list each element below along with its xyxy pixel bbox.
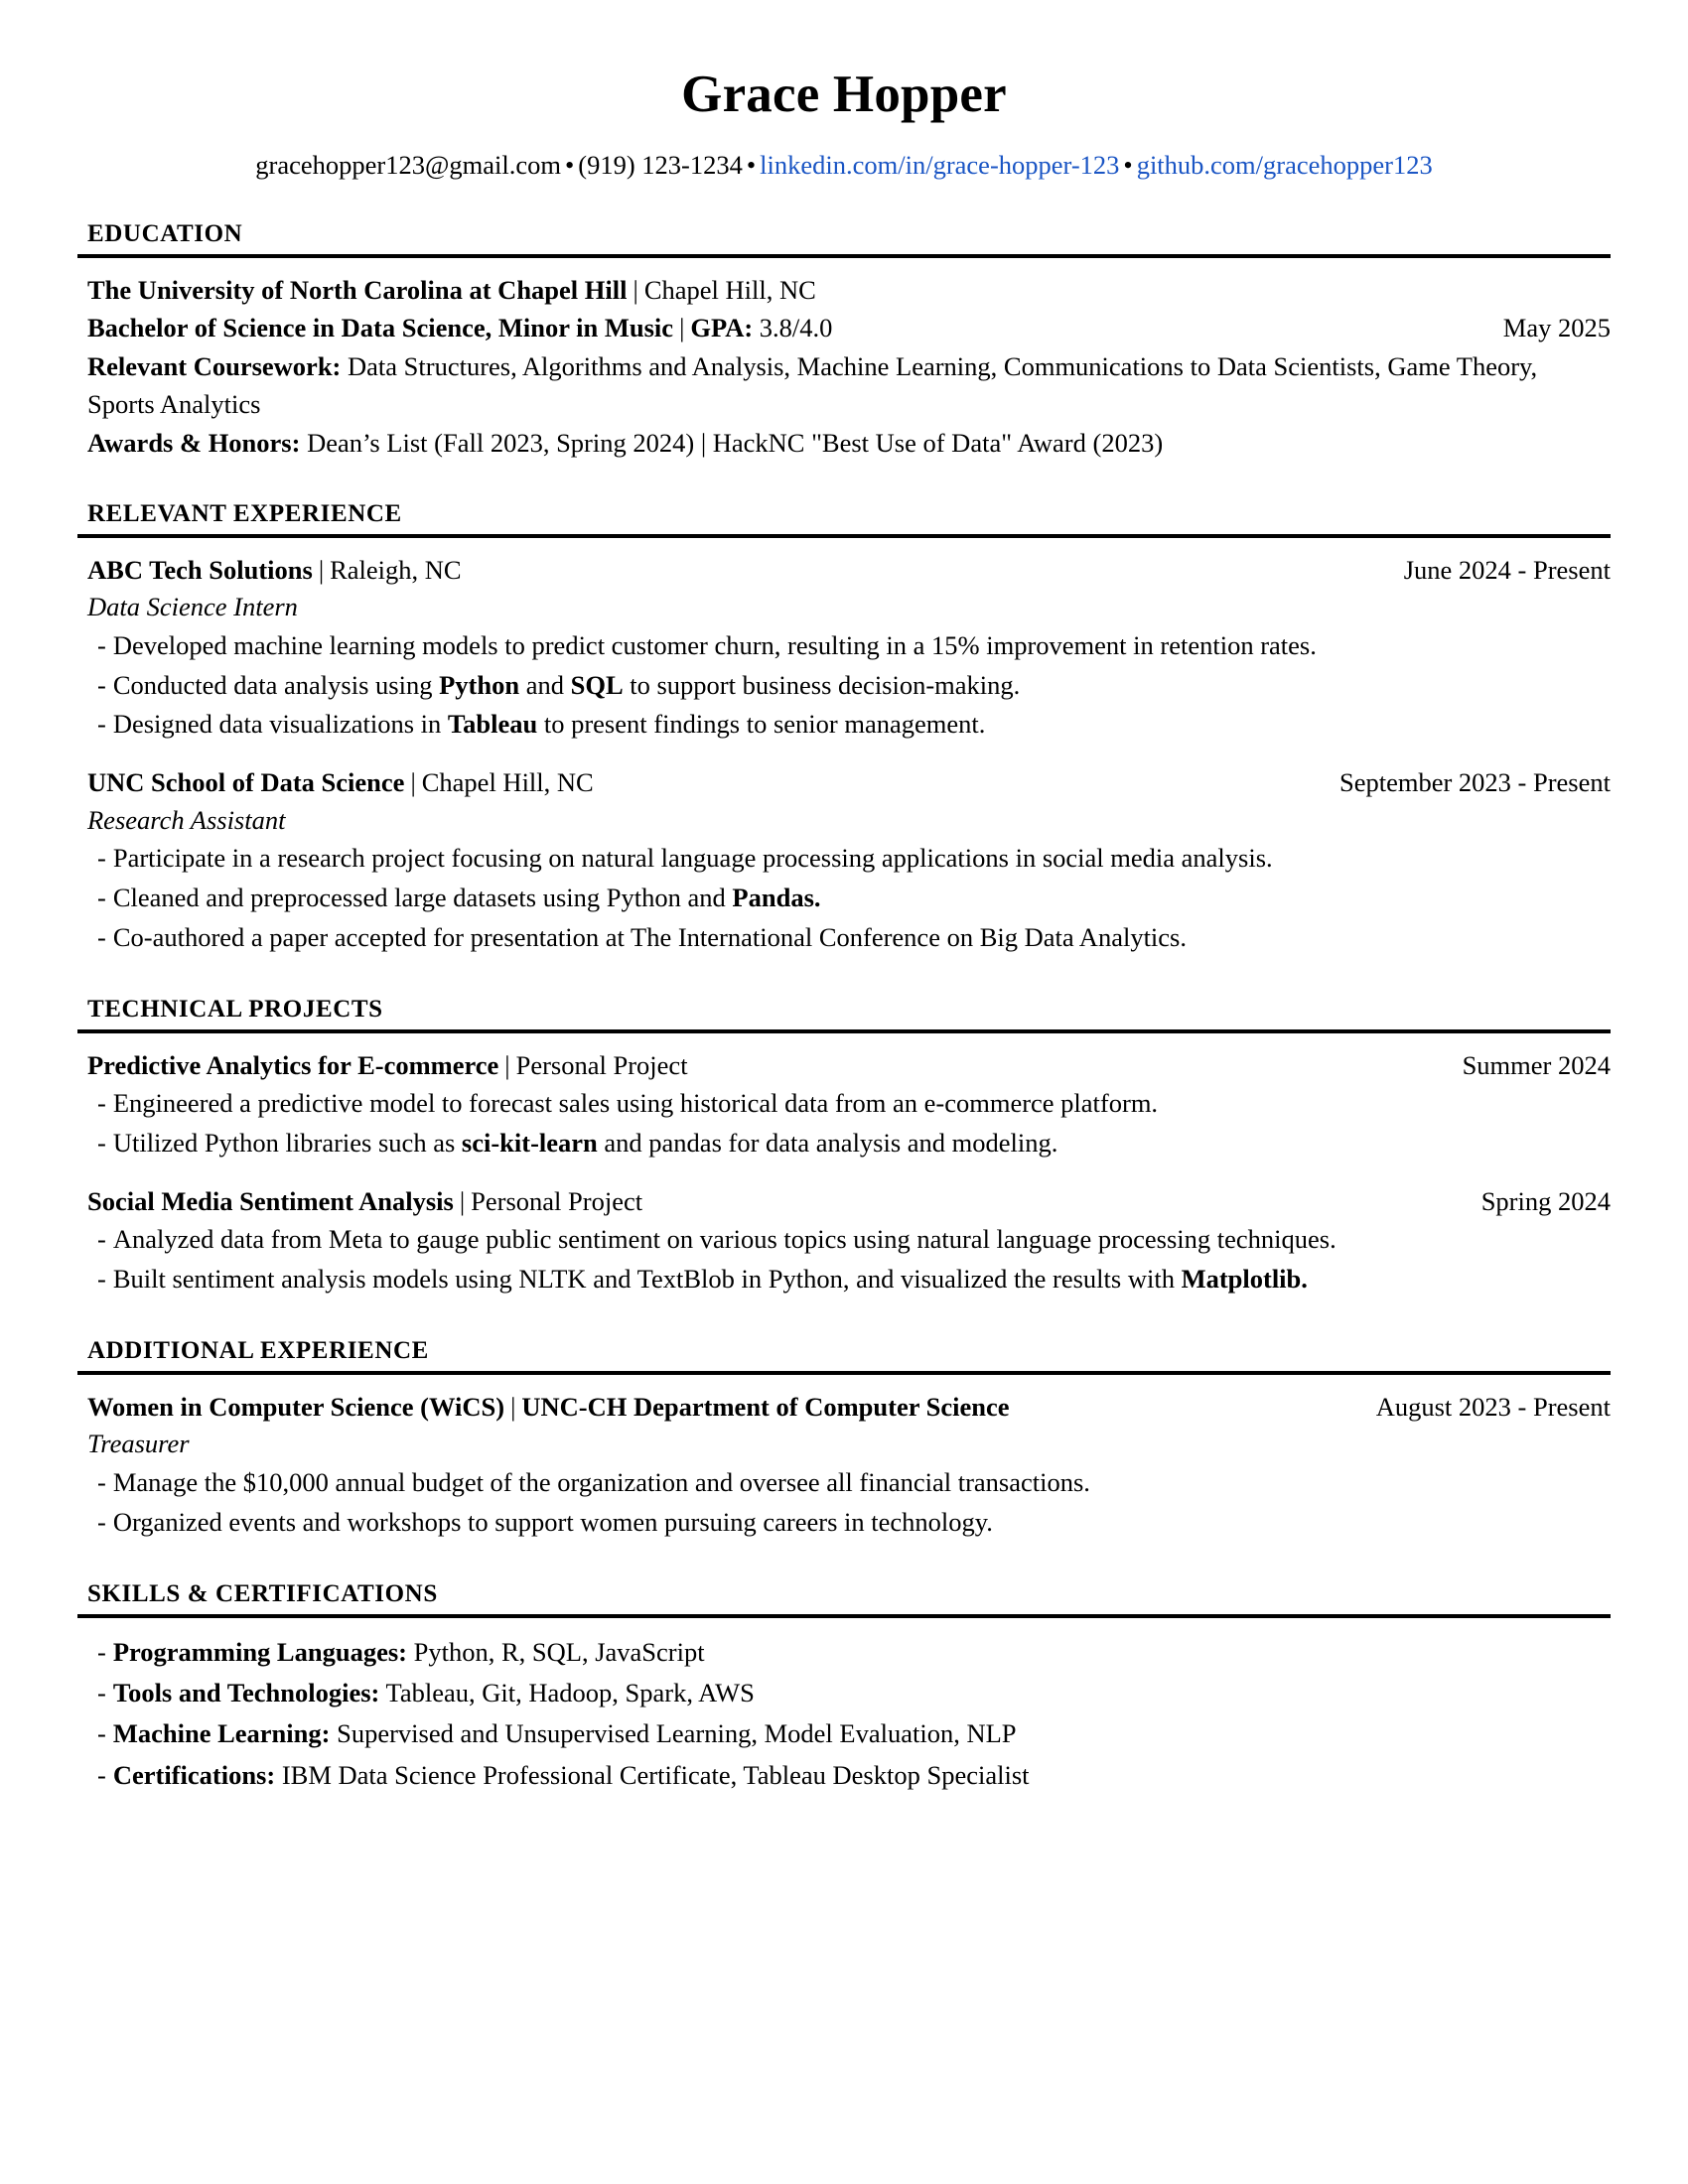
bullet-text: Built sentiment analysis models using NLTK and TextBlob in Python, and visualized the results with [112,1264,1182,1295]
skill-label: Machine Learning: [112,1718,331,1749]
entry-organization: Social Media Sentiment Analysis [87,1185,454,1216]
education-school: The University of North Carolina at Chapel Hill [87,275,628,306]
bullet-keyword: Tableau [447,709,538,740]
bullet-dash-icon: - [97,669,106,700]
pipe-separator-icon: | [410,767,416,798]
education-gpa-value: 3.8/4.0 [759,312,833,342]
skill-value: IBM Data Science Professional Certificate, Tableau Desktop Specialist [275,1759,1030,1790]
bullet-text: to present findings to senior management. [537,709,986,740]
entry-role: Treasurer [87,1429,190,1459]
section-title-education: EDUCATION [87,220,243,248]
skill-label: Programming Languages: [112,1636,407,1667]
entry-date: June 2024 - Present [1403,554,1611,585]
bullet-keyword: Pandas. [732,883,821,913]
section-divider [77,1614,1611,1618]
entry-bullet [97,918,1611,958]
education-awards-value: Dean’s List (Fall 2023, Spring 2024) | HackNC "Best Use of Data" Award (2023) [307,427,1164,458]
bullet-text: Organized events and workshops to support women pursuing careers in technology. [112,1506,993,1537]
bullet-dash-icon: - [97,1636,106,1667]
bullet-dash-icon: - [97,1467,106,1498]
bullet-dash-icon: - [97,1759,106,1790]
bullet-text: Engineered a predictive model to forecast sales using historical data from an e-commerce platform. [112,1088,1159,1119]
section-relevant-experience [77,500,1611,958]
section-title-relevant-experience: RELEVANT EXPERIENCE [87,499,402,527]
entry-location: UNC-CH Department of Computer Science [521,1391,1010,1422]
bullet-dash-icon: - [97,1127,106,1158]
technical-projects-entries [77,1047,1611,1299]
bullet-text: Cleaned and preprocessed large datasets using Python and [112,883,733,913]
experience-entry [77,1389,1611,1543]
bullet-keyword: Python [439,669,520,700]
section-title-additional-experience: ADDITIONAL EXPERIENCE [87,1336,429,1364]
education-awards-row [87,424,1611,463]
entry-bullet [97,839,1611,879]
bullet-keyword: Matplotlib. [1181,1264,1308,1295]
pipe-separator-icon: | [504,1049,510,1080]
entry-location: Personal Project [515,1049,688,1080]
entry-bullet [97,1124,1611,1163]
bullet-text: Developed machine learning models to predict customer churn, resulting in a 15% improvement in retention rates. [112,629,1317,660]
education-awards-label: Awards & Honors: [87,427,301,458]
pipe-separator-icon: | [633,275,638,306]
phone-text: (919) 123-1234 [578,149,743,180]
entry-header-row [87,764,1611,802]
github-link[interactable]: github.com/gracehopper123 [1136,149,1433,180]
skill-row [97,1755,1611,1796]
bullet-dash-icon: - [97,843,106,874]
bullet-dash-icon: - [97,629,106,660]
skill-row [97,1632,1611,1673]
entry-organization: Women in Computer Science (WiCS) [87,1391,505,1422]
entry-location: Personal Project [471,1185,643,1216]
skill-value: Supervised and Unsupervised Learning, Model Evaluation, NLP [330,1718,1017,1749]
section-divider [77,1029,1611,1033]
pipe-separator-icon: | [459,1185,466,1216]
section-education [77,220,1611,462]
entry-organization: UNC School of Data Science [87,767,405,798]
bullet-dash-icon: - [97,1677,106,1707]
bullet-keyword: sci-kit-learn [461,1127,598,1158]
skill-value: Python, R, SQL, JavaScript [407,1636,705,1667]
page-title: Grace Hopper [681,66,1007,123]
entry-bullet [97,705,1611,745]
education-school-row [87,272,1611,310]
section-divider [77,1371,1611,1375]
pipe-separator-icon: | [679,312,685,342]
pipe-separator-icon: | [510,1391,516,1422]
entry-bullet [97,666,1611,706]
entry-header-row [87,552,1611,590]
entry-role: Research Assistant [87,804,286,835]
skill-value: Tableau, Git, Hadoop, Spark, AWS [379,1677,755,1707]
education-coursework-row [87,347,1611,424]
entry-bullet [97,1260,1611,1299]
entry-location: Raleigh, NC [330,554,462,585]
additional-experience-entries [77,1389,1611,1543]
bullet-dash-icon: - [97,1506,106,1537]
entry-header-row [87,1183,1611,1221]
skill-label: Tools and Technologies: [112,1677,380,1707]
bullet-dash-icon: - [97,883,106,913]
bullet-text: Utilized Python libraries such as [112,1127,462,1158]
bullet-text: to support business decision-making. [623,669,1021,700]
section-title-skills-certifications: SKILLS & CERTIFICATIONS [87,1579,438,1607]
section-title-technical-projects: TECHNICAL PROJECTS [87,995,383,1023]
bullet-separator-icon: • [564,149,575,180]
section-additional-experience [77,1337,1611,1543]
experience-entry [77,552,1611,746]
entry-organization: Predictive Analytics for E-commerce [87,1049,499,1080]
bullet-separator-icon: • [746,149,757,180]
bullet-dash-icon: - [97,1264,106,1295]
linkedin-link[interactable]: linkedin.com/in/grace-hopper-123 [760,149,1120,180]
bullet-text: Designed data visualizations in [112,709,448,740]
entry-bullet [97,1503,1611,1543]
bullet-text: Analyzed data from Meta to gauge public sentiment on various topics using natural language processing techniques. [112,1224,1336,1255]
bullet-dash-icon: - [97,1088,106,1119]
entry-role: Data Science Intern [87,592,298,622]
education-location: Chapel Hill, NC [643,275,816,306]
experience-entry [77,764,1611,958]
bullet-text: Conducted data analysis using [112,669,440,700]
bullet-dash-icon: - [97,1718,106,1749]
skill-row [97,1673,1611,1713]
entry-bullet [97,626,1611,666]
pipe-separator-icon: | [318,554,325,585]
education-coursework-value: Data Structures, Algorithms and Analysis, Machine Learning, Communications to Data Scientists, Game Theory, Sports Analytics [87,350,1538,420]
entry-bullet [97,1084,1611,1124]
bullet-text: and [519,669,571,700]
email-text: gracehopper123@gmail.com [255,149,561,180]
entry-date: September 2023 - Present [1338,767,1611,798]
experience-entry [77,1047,1611,1163]
section-divider [77,534,1611,538]
entry-date: Summer 2024 [1462,1049,1611,1080]
section-skills-certifications [77,1580,1611,1796]
entry-date: August 2023 - Present [1375,1391,1611,1422]
education-degree: Bachelor of Science in Data Science, Minor in Music [87,312,674,342]
bullet-dash-icon: - [97,921,106,952]
skill-row [97,1713,1611,1754]
bullet-text: Manage the $10,000 annual budget of the organization and oversee all financial transactions. [112,1467,1090,1498]
entry-header-row [87,1047,1611,1085]
entry-organization: ABC Tech Solutions [87,554,313,585]
education-gpa-label: GPA: [690,312,754,342]
bullet-text: and pandas for data analysis and modeling. [597,1127,1058,1158]
section-divider [77,254,1611,258]
skills-list [77,1632,1611,1796]
education-degree-row [87,310,1611,347]
entry-bullet [97,879,1611,918]
bullet-text: Participate in a research project focusing on natural language processing applications in social media analysis. [112,843,1273,874]
bullet-text: Co-authored a paper accepted for presentation at The International Conference on Big Data Analytics. [112,921,1187,952]
bullet-keyword: SQL [570,669,624,700]
experience-entry [77,1183,1611,1299]
skill-label: Certifications: [112,1759,276,1790]
section-technical-projects [77,996,1611,1299]
resume-header [77,64,1611,183]
education-coursework-label: Relevant Coursework: [87,350,342,381]
education-grad-date: May 2025 [1502,312,1611,342]
entry-bullet [97,1220,1611,1260]
entry-header-row [87,1389,1611,1427]
bullet-dash-icon: - [97,709,106,740]
bullet-separator-icon: • [1123,149,1133,180]
bullet-dash-icon: - [97,1224,106,1255]
entry-date: Spring 2024 [1480,1185,1611,1216]
entry-location: Chapel Hill, NC [421,767,594,798]
entry-bullet [97,1463,1611,1503]
contact-line [77,148,1611,184]
relevant-experience-entries [77,552,1611,958]
